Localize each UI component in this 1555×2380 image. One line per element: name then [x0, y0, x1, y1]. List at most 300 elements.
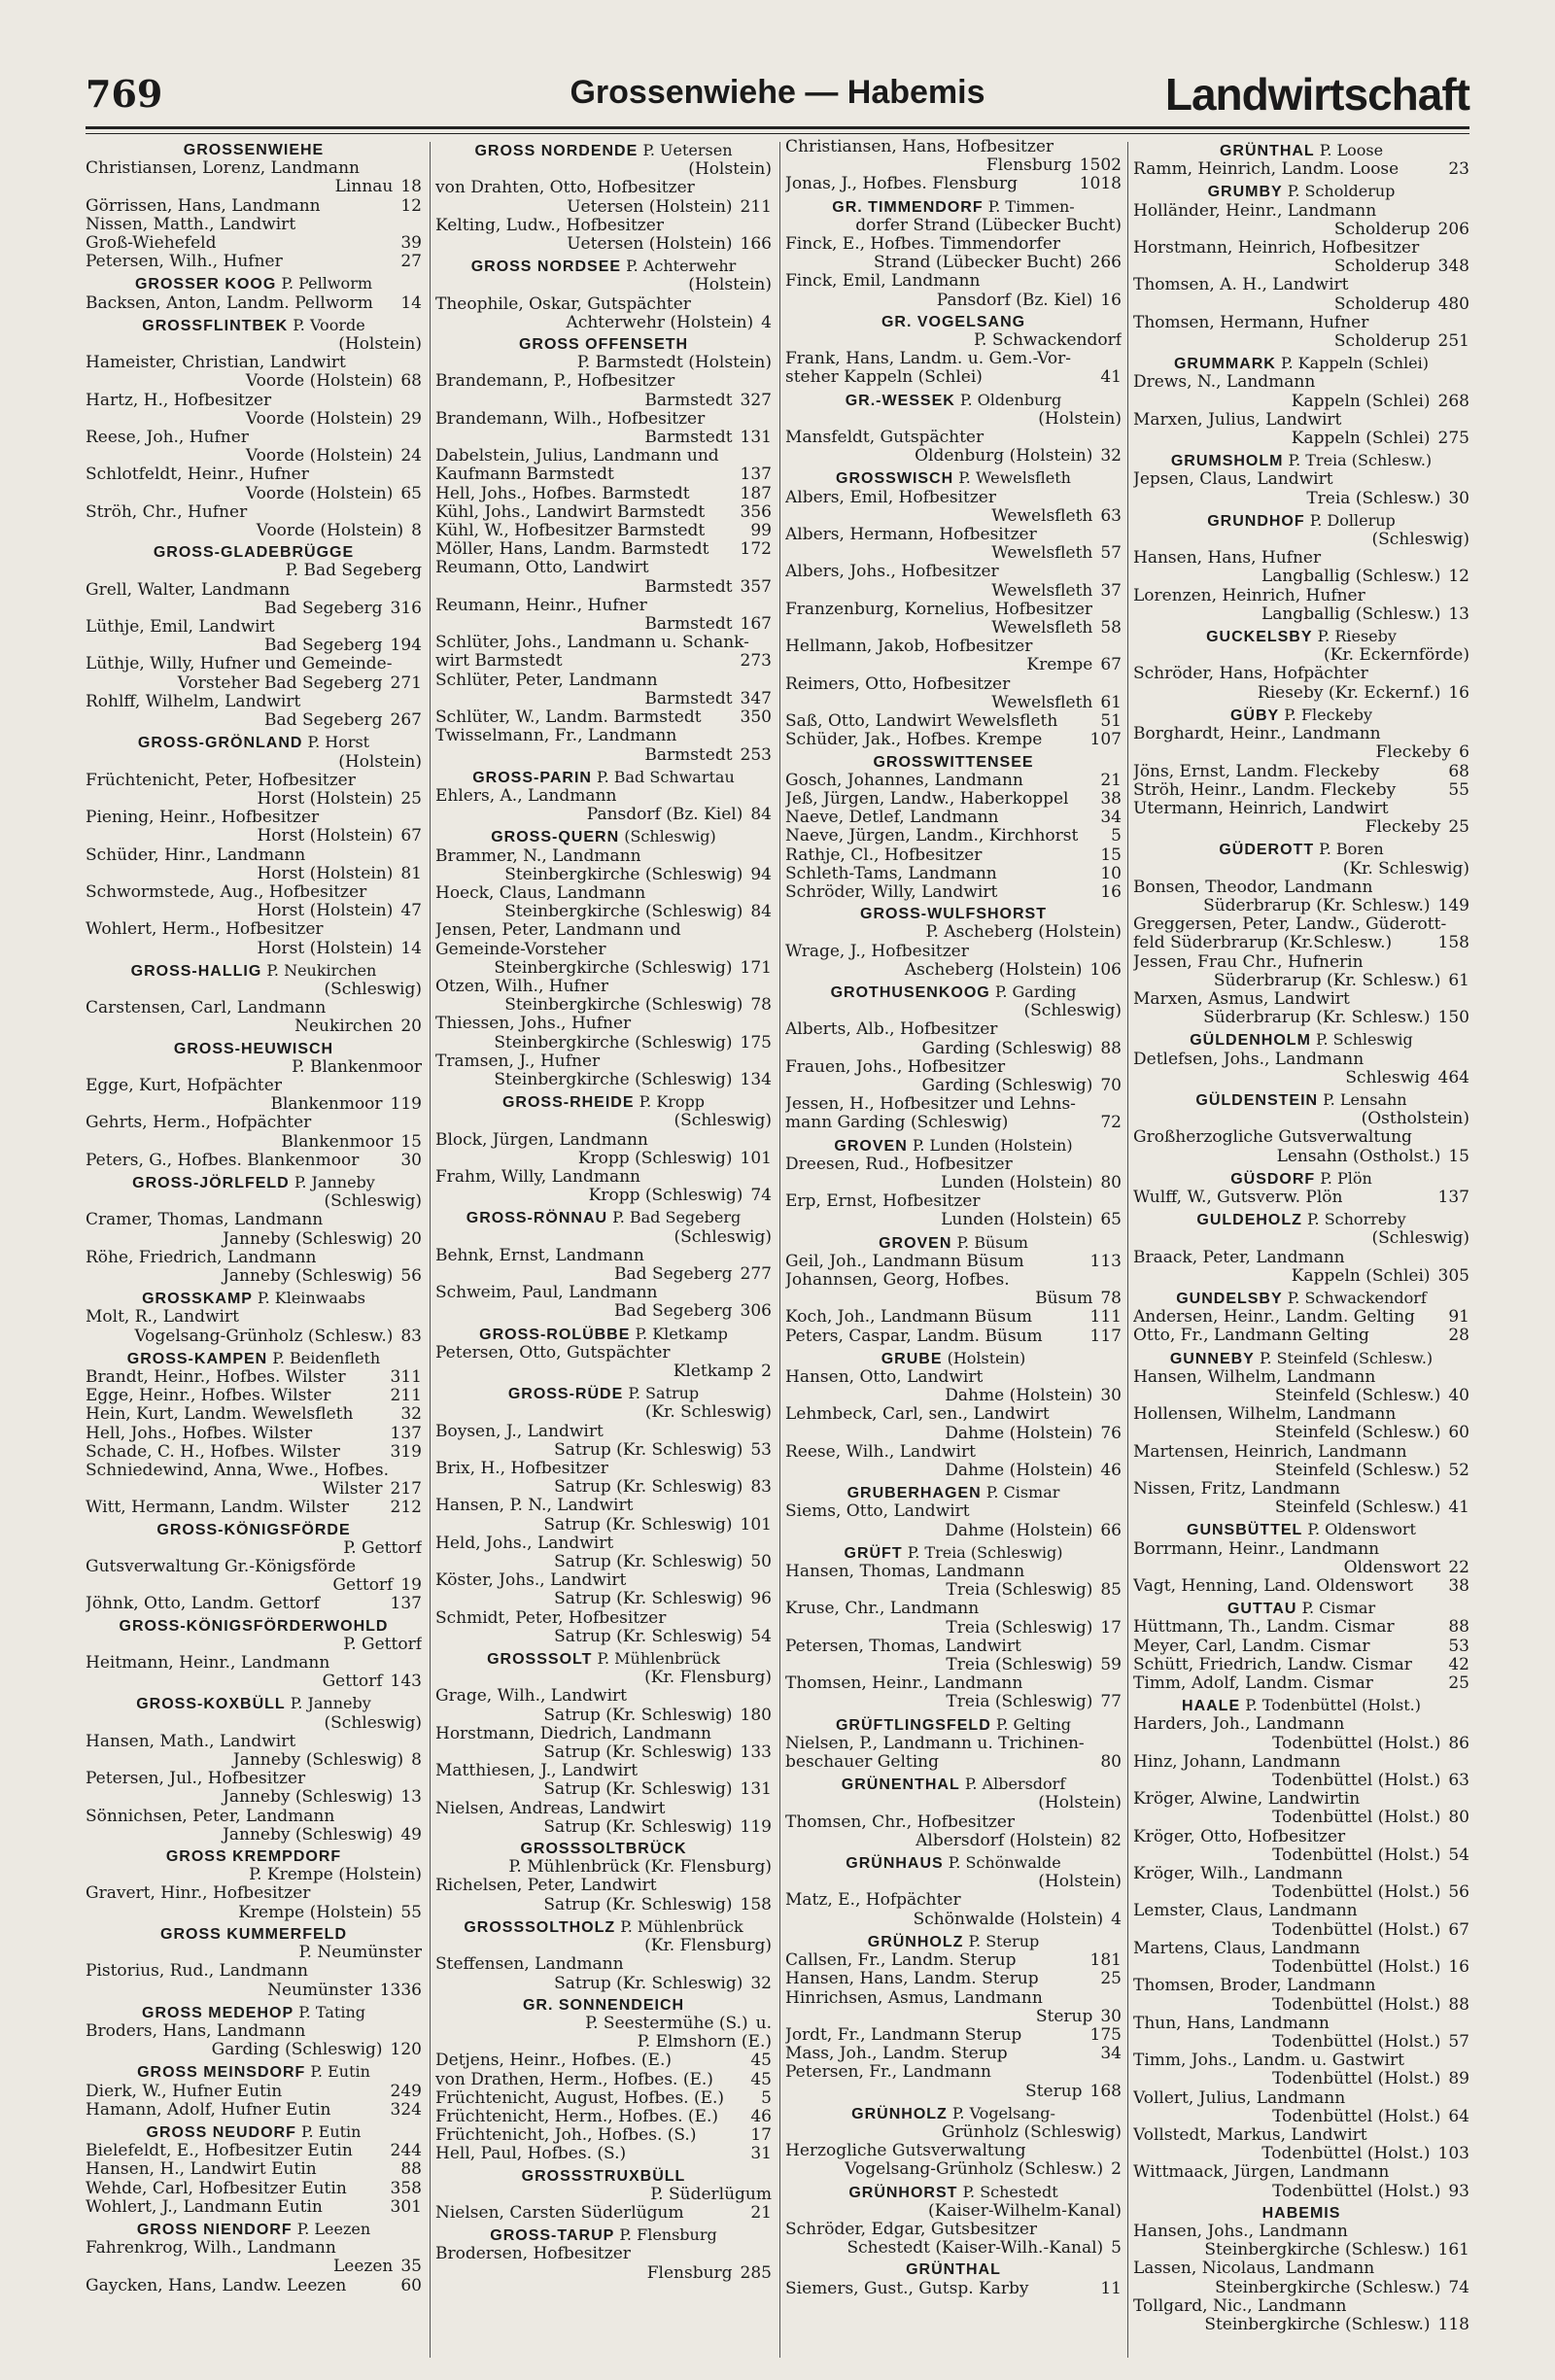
- directory-entry: [785, 235, 1122, 254]
- entry-number: 113: [1089, 1251, 1122, 1271]
- directory-entry: [86, 1576, 422, 1595]
- directory-entry: [1133, 1996, 1469, 2015]
- post-office: (Schleswig): [619, 827, 716, 846]
- entry-number: 99: [750, 521, 772, 541]
- entry-text: Wewelsfleth: [991, 692, 1093, 712]
- entry-text: (Holstein): [338, 334, 422, 355]
- place-heading: [1133, 1520, 1469, 1539]
- entry-text: Todenbüttel (Holst.): [1272, 2031, 1441, 2052]
- entry-text: P. Mühlenbrück (Kr. Flensburg): [508, 1857, 772, 1878]
- directory-entry: [785, 601, 1122, 619]
- directory-entry: [785, 507, 1122, 526]
- entry-number: 81: [400, 863, 422, 883]
- entry-text: Satrup (Kr. Schleswig): [543, 1894, 733, 1914]
- directory-entry: [785, 1813, 1122, 1832]
- post-office: P. Plön: [1315, 1168, 1372, 1188]
- entry-number: 120: [390, 2040, 422, 2060]
- entry-text: Dahme (Holstein): [945, 1520, 1093, 1540]
- directory-entry: [86, 1114, 422, 1132]
- entry-number: 251: [1437, 331, 1469, 352]
- entry-number: 83: [400, 1326, 422, 1346]
- entry-number: 66: [1100, 1520, 1122, 1540]
- entry-text: Bielefeldt, E., Hofbesitzer Eutin: [86, 2141, 353, 2161]
- directory-entry: [1133, 879, 1469, 897]
- entry-number: 15: [400, 1131, 422, 1152]
- entry-text: Köster, Johs., Landwirt: [435, 1570, 627, 1591]
- entry-number: 19: [400, 1575, 422, 1596]
- directory-entry: [1133, 990, 1469, 1009]
- directory-entry: [1133, 1540, 1469, 1559]
- place-heading: [86, 543, 422, 562]
- entry-text: (Holstein): [338, 751, 422, 772]
- directory-entry: [1133, 1809, 1469, 1827]
- entry-number: 94: [750, 864, 772, 884]
- entry-text: Satrup (Kr. Schleswig): [543, 1742, 733, 1763]
- entry-text: Wehde, Carl, Hofbesitzer Eutin: [86, 2178, 347, 2198]
- entry-text: Egge, Heinr., Hofbes. Wilster: [86, 1386, 331, 1406]
- place-heading: [435, 1996, 772, 2015]
- entry-number: 74: [750, 1186, 772, 1206]
- entry-text: Reese, Wilh., Landwirt: [785, 1441, 976, 1462]
- directory-entry: [1133, 665, 1469, 683]
- entry-text: Schade, C. H., Hofbes. Wilster: [86, 1441, 340, 1462]
- directory-entry: [86, 1095, 422, 1114]
- entry-number: 39: [400, 233, 422, 254]
- post-office: P. Mühlenbrück: [592, 1649, 720, 1669]
- directory-entry: [86, 920, 422, 939]
- entry-text: Piening, Heinr., Hofbesitzer: [86, 808, 320, 828]
- place-name: GRUBE: [881, 1350, 943, 1367]
- entry-text: beschauer Gelting: [785, 1752, 939, 1773]
- entry-text: Thomsen, A. H., Landwirt: [1133, 275, 1349, 295]
- entry-text: Blankenmoor: [281, 1131, 394, 1152]
- entry-text: Treia (Schleswig): [946, 1655, 1093, 1675]
- entry-number: 52: [1448, 1460, 1469, 1480]
- entry-text: Kropp (Schleswig): [577, 1148, 733, 1168]
- place-name: GUCKELSBY: [1206, 629, 1313, 646]
- directory-entry: [435, 1034, 772, 1052]
- entry-number: 77: [1100, 1692, 1122, 1712]
- entry-text: Sterup: [1035, 2006, 1093, 2026]
- place-heading: [435, 768, 772, 787]
- place-heading: [785, 1775, 1122, 1794]
- directory-entry: [435, 372, 772, 391]
- entry-number: 171: [740, 957, 772, 978]
- post-office: P. Büsum: [951, 1232, 1028, 1252]
- entry-number: 45: [750, 2069, 772, 2089]
- entry-text: Kropp (Schleswig): [588, 1186, 743, 1206]
- entry-text: Dahme (Holstein): [945, 1461, 1093, 1481]
- directory-entry: [435, 1150, 772, 1168]
- directory-entry: [86, 253, 422, 271]
- place-heading: [1133, 1030, 1469, 1050]
- directory-entry: [785, 1563, 1122, 1581]
- post-office: P. Todenbüttel (Holst.): [1240, 1696, 1421, 1715]
- entry-text: Christiansen, Hans, Hofbesitzer: [785, 138, 1054, 156]
- directory-entry: [1133, 781, 1469, 800]
- entry-number: 23: [1448, 159, 1469, 180]
- directory-entry: [1133, 646, 1469, 665]
- entry-text: von Drathen, Herm., Hofbes. (E.): [435, 2069, 713, 2089]
- entry-text: Hansen, Otto, Landwirt: [785, 1367, 984, 1387]
- directory-entry: [1133, 1189, 1469, 1207]
- directory-column-2: [435, 138, 772, 2363]
- entry-number: 35: [400, 2257, 422, 2277]
- directory-entry: [1133, 295, 1469, 314]
- place-name: GROSS KREMPDORF: [165, 1848, 342, 1866]
- post-office: P. Uetersen: [638, 141, 733, 159]
- directory-entry: [785, 1002, 1122, 1020]
- directory-entry: [1133, 915, 1469, 934]
- directory-entry: [86, 2198, 422, 2217]
- entry-number: 212: [390, 1498, 422, 1518]
- entry-text: Hollensen, Wilhelm, Landmann: [1133, 1404, 1397, 1425]
- place-name: GROSSSOLTBRÜCK: [520, 1841, 687, 1858]
- header-rule: [86, 126, 1469, 129]
- directory-entry: [435, 179, 772, 197]
- directory-entry: [86, 429, 422, 447]
- entry-text: Hansen, Math., Landwirt: [86, 1731, 296, 1751]
- entry-text: Büsum: [1035, 1289, 1093, 1309]
- entry-text: Ströh, Chr., Hufner: [86, 501, 248, 522]
- place-heading: [1133, 451, 1469, 470]
- directory-entry: [1133, 1480, 1469, 1499]
- place-heading: [785, 2183, 1122, 2202]
- place-name: GUNSBÜTTEL: [1187, 1522, 1303, 1539]
- entry-text: Flensburg: [646, 2262, 733, 2283]
- directory-entry: [435, 1590, 772, 1608]
- entry-number: 78: [750, 995, 772, 1016]
- place-name: GROSS-GLADEBRÜGGE: [153, 544, 355, 562]
- directory-entry: [435, 447, 772, 466]
- directory-entry: [1133, 2223, 1469, 2241]
- directory-entry: [785, 447, 1122, 466]
- entry-number: 28: [1448, 1326, 1469, 1346]
- directory-entry: [435, 522, 772, 540]
- directory-entry: [86, 1673, 422, 1691]
- place-heading: [86, 1847, 422, 1866]
- entry-text: Kröger, Otto, Hofbesitzer: [1133, 1826, 1346, 1846]
- entry-number: 32: [750, 1973, 772, 1993]
- directory-entry: [785, 2026, 1122, 2045]
- directory-columns: [86, 138, 1469, 2363]
- place-heading: [86, 1925, 422, 1944]
- entry-number: 1502: [1079, 155, 1122, 176]
- entry-text: P. Elmshorn (E.): [637, 2032, 772, 2052]
- entry-text: Blankenmoor: [270, 1094, 383, 1115]
- directory-entry: [86, 485, 422, 503]
- entry-text: Treia (Schleswig): [946, 1580, 1093, 1601]
- directory-entry: [435, 1478, 772, 1497]
- entry-text: Steinbergkirche (Schleswig): [504, 864, 743, 884]
- entry-text: Koch, Joh., Landmann Büsum: [785, 1307, 1033, 1328]
- entry-text: Hoeck, Claus, Landmann: [435, 882, 646, 903]
- entry-number: 89: [1448, 2069, 1469, 2089]
- place-heading: [1133, 1349, 1469, 1368]
- entry-text: Grage, Wilh., Landwirt: [435, 1686, 628, 1707]
- directory-entry: [435, 1168, 772, 1187]
- entry-number: 65: [400, 483, 422, 503]
- directory-entry: [1133, 2015, 1469, 2033]
- entry-text: Timm, Johs., Landm. u. Gastwirt: [1133, 2051, 1404, 2071]
- entry-text: (Schleswig): [1023, 1001, 1122, 1021]
- directory-entry: [1133, 934, 1469, 952]
- place-heading: [785, 1932, 1122, 1951]
- entry-number: 30: [400, 1150, 422, 1170]
- directory-entry: [785, 1522, 1122, 1540]
- post-office: P. Treia (Schleswig): [902, 1542, 1063, 1562]
- entry-text: Grünholz (Schleswig): [941, 2121, 1122, 2142]
- directory-entry: [86, 581, 422, 600]
- directory-entry: [785, 1970, 1122, 1988]
- entry-text: Detjens, Heinr., Hofbes. (E.): [435, 2051, 672, 2071]
- entry-text: Lunden (Holstein): [941, 1172, 1093, 1192]
- entry-text: Todenbüttel (Holst.): [1272, 1919, 1441, 1940]
- directory-entry: [785, 1095, 1122, 1114]
- entry-text: Neumünster: [267, 1980, 372, 2000]
- entry-text: Voorde (Holstein): [245, 408, 394, 429]
- directory-entry: [785, 254, 1122, 272]
- directory-entry: [435, 903, 772, 921]
- directory-entry: [435, 198, 772, 217]
- entry-text: Hell, Paul, Hofbes. (S.): [435, 2144, 627, 2164]
- entry-number: 85: [1100, 1580, 1122, 1601]
- directory-entry: [86, 2041, 422, 2059]
- entry-number: 88: [1448, 1617, 1469, 1638]
- entry-text: Saß, Otto, Landwirt Wewelsfleth: [785, 711, 1058, 732]
- entry-number: 53: [1448, 1636, 1469, 1656]
- entry-text: Janneby (Schleswig): [223, 1265, 394, 1286]
- directory-entry: [435, 1800, 772, 1818]
- directory-entry: [785, 1753, 1122, 1772]
- directory-entry: [435, 1553, 772, 1571]
- directory-entry: [785, 1600, 1122, 1618]
- entry-number: 29: [400, 408, 422, 429]
- directory-entry: [86, 2142, 422, 2160]
- entry-text: Steinfeld (Schlesw.): [1274, 1423, 1441, 1443]
- directory-entry: [1133, 897, 1469, 915]
- entry-number: 480: [1437, 293, 1469, 314]
- entry-number: 54: [1448, 1845, 1469, 1865]
- directory-entry: [86, 902, 422, 920]
- entry-number: 194: [390, 636, 422, 656]
- place-heading: [435, 141, 772, 160]
- directory-entry: [1133, 1715, 1469, 1734]
- place-heading: [1133, 1289, 1469, 1308]
- post-office: P. Schestedt: [957, 2182, 1058, 2201]
- directory-entry: [785, 368, 1122, 387]
- entry-text: Ascheberg (Holstein): [904, 959, 1083, 980]
- entry-text: Lunden (Holstein): [941, 1210, 1093, 1230]
- directory-entry: [1133, 221, 1469, 239]
- directory-entry: [86, 1808, 422, 1826]
- directory-entry: [1133, 1772, 1469, 1790]
- directory-entry: [785, 138, 1122, 156]
- entry-text: Bad Segeberg: [264, 710, 383, 731]
- place-heading: [86, 274, 422, 293]
- place-name: GÜDEROTT: [1219, 842, 1315, 859]
- place-heading: [86, 1040, 422, 1058]
- place-name: GRÜNHORST: [848, 2184, 958, 2201]
- directory-entry: [86, 466, 422, 484]
- entry-text: Theophile, Oskar, Gutspächter: [435, 293, 691, 314]
- place-name: GRÜNHOLZ: [851, 2105, 948, 2122]
- directory-entry: [86, 1866, 422, 1884]
- entry-text: Schlüter, Peter, Landmann: [435, 670, 658, 690]
- entry-text: Voorde (Holstein): [245, 371, 394, 392]
- entry-text: Lüthje, Emil, Landwirt: [86, 617, 275, 638]
- entry-text: (Schleswig): [324, 1712, 422, 1733]
- place-name: GROSS-KAMPEN: [126, 1350, 268, 1367]
- directory-entry: [435, 597, 772, 615]
- entry-text: Hansen, Johs., Landmann: [1133, 2221, 1348, 2241]
- post-office: P. Fleckeby: [1279, 705, 1373, 724]
- entry-number: 119: [740, 1816, 772, 1837]
- directory-entry: [86, 1249, 422, 1267]
- entry-text: Reumann, Otto, Landwirt: [435, 558, 649, 578]
- directory-entry: [86, 1308, 422, 1327]
- entry-text: (Kr. Schleswig): [644, 1402, 772, 1423]
- directory-entry: [1133, 549, 1469, 568]
- entry-number: 88: [1448, 1994, 1469, 2015]
- post-office: P. Rieseby: [1312, 627, 1397, 646]
- directory-entry: [435, 690, 772, 708]
- place-name: GROSSFLINTBEK: [142, 317, 289, 334]
- place-name: GRÜNHAUS: [846, 1855, 944, 1873]
- directory-entry: [785, 1077, 1122, 1095]
- entry-text: Satrup (Kr. Schleswig): [554, 1973, 743, 1993]
- entry-text: Albersdorf (Holstein): [916, 1830, 1093, 1850]
- entry-text: Horst (Holstein): [257, 826, 394, 846]
- entry-text: Thomsen, Hermann, Hufner: [1133, 312, 1369, 332]
- directory-entry: [785, 1156, 1122, 1174]
- entry-text: Wewelsfleth: [991, 580, 1093, 601]
- place-heading: [785, 905, 1122, 923]
- directory-entry: [435, 578, 772, 597]
- directory-entry: [785, 1308, 1122, 1327]
- entry-text: Egge, Kurt, Hofpächter: [86, 1075, 282, 1095]
- entry-text: Boysen, J., Landwirt: [435, 1421, 604, 1441]
- entry-text: Fahrenkrog, Wilh., Landmann: [86, 2238, 336, 2259]
- entry-number: 12: [400, 195, 422, 216]
- entry-text: Uetersen (Holstein): [567, 196, 733, 217]
- post-office: P. Lensahn: [1318, 1089, 1407, 1109]
- entry-number: 158: [740, 1894, 772, 1914]
- entry-text: Gaycken, Hans, Landw. Leezen: [86, 2275, 347, 2295]
- entry-text: Backsen, Anton, Landm. Pellworm: [86, 293, 373, 313]
- entry-text: Steinfeld (Schlesw.): [1274, 1460, 1441, 1480]
- entry-text: Kröger, Alwine, Landwirtin: [1133, 1789, 1361, 1810]
- entry-text: Pansdorf (Bz. Kiel): [936, 290, 1093, 310]
- entry-number: 30: [1448, 488, 1469, 508]
- entry-text: Wilster: [322, 1479, 383, 1500]
- post-office: P. Oldenburg: [954, 390, 1062, 409]
- entry-text: Schweim, Paul, Landmann: [435, 1283, 658, 1303]
- directory-entry: [1133, 1308, 1469, 1327]
- entry-text: Andersen, Heinr., Landm. Gelting: [1133, 1307, 1415, 1328]
- entry-number: 47: [400, 901, 422, 921]
- entry-text: Petersen, Wilh., Hufner: [86, 252, 283, 272]
- directory-entry: [86, 1539, 422, 1558]
- directory-entry: [435, 2245, 772, 2263]
- entry-text: Tramsen, J., Hufner: [435, 1051, 601, 1071]
- directory-entry: [1133, 684, 1469, 703]
- entry-text: Ströh, Heinr., Landm. Fleckeby: [1133, 779, 1397, 800]
- entry-text: Schüder, Hinr., Landmann: [86, 845, 306, 865]
- directory-entry: [435, 2145, 772, 2163]
- entry-text: Neukirchen: [294, 1017, 394, 1037]
- directory-entry: [1133, 1424, 1469, 1442]
- directory-entry: [435, 634, 772, 652]
- directory-entry: [785, 1794, 1122, 1812]
- directory-entry: [785, 619, 1122, 638]
- entry-number: 319: [390, 1441, 422, 1462]
- entry-number: 347: [740, 688, 772, 708]
- entry-number: 327: [740, 390, 772, 410]
- place-heading: [435, 1384, 772, 1403]
- directory-entry: [86, 335, 422, 354]
- directory-entry: [435, 1187, 772, 1205]
- entry-number: 67: [1448, 1919, 1469, 1940]
- directory-entry: [1133, 860, 1469, 879]
- directory-entry: [86, 1480, 422, 1499]
- entry-text: Satrup (Kr. Schleswig): [554, 1589, 743, 1609]
- directory-entry: [86, 674, 422, 693]
- entry-text: Uetersen (Holstein): [567, 234, 733, 255]
- directory-entry: [435, 1131, 772, 1150]
- entry-text: Finck, Emil, Landmann: [785, 271, 981, 292]
- directory-entry: [1133, 276, 1469, 294]
- entry-number: 84: [750, 902, 772, 922]
- entry-text: Wewelsfleth: [991, 618, 1093, 638]
- directory-entry: [435, 708, 772, 727]
- entry-text: Tollgard, Nic., Landmann: [1133, 2295, 1347, 2316]
- entry-number: 12: [1448, 567, 1469, 587]
- entry-text: Langballig (Schlesw.): [1261, 567, 1441, 587]
- entry-number: 253: [740, 744, 772, 765]
- entry-text: (Holstein): [1038, 1793, 1122, 1813]
- entry-text: Pansdorf (Bz. Kiel): [586, 805, 743, 825]
- entry-text: Scholderup: [1333, 293, 1431, 314]
- directory-entry: [785, 1911, 1122, 1929]
- place-heading: [1133, 1090, 1469, 1110]
- entry-text: Schlüter, Johs., Landmann u. Schank-: [435, 633, 749, 653]
- entry-number: 40: [1448, 1386, 1469, 1405]
- entry-text: Witt, Hermann, Landm. Wilster: [86, 1498, 350, 1518]
- directory-entry: [86, 1425, 422, 1443]
- directory-entry: [1133, 2259, 1469, 2278]
- entry-number: 464: [1437, 1067, 1469, 1087]
- directory-entry: [1133, 953, 1469, 972]
- directory-entry: [86, 1152, 422, 1170]
- entry-text: Jessen, Frau Chr., Hufnerin: [1133, 951, 1364, 972]
- entry-text: Hüttmann, Th., Landm. Cismar: [1133, 1617, 1395, 1638]
- directory-entry: [86, 846, 422, 865]
- entry-number: 131: [740, 428, 772, 448]
- entry-text: (Schleswig): [674, 1111, 772, 1131]
- entry-text: Siems, Otto, Landwirt: [785, 1501, 970, 1522]
- entry-text: Jöhnk, Otto, Landm. Gettorf: [86, 1594, 320, 1614]
- entry-text: Oldenswort: [1343, 1557, 1441, 1577]
- place-heading: [86, 2062, 422, 2082]
- entry-text: Krempe (Holstein): [238, 1902, 394, 1922]
- place-name: GROSS-KÖNIGSFÖRDE: [156, 1521, 351, 1538]
- directory-entry: [1133, 587, 1469, 605]
- entry-text: Petersen, Jul., Hofbesitzer: [86, 1769, 306, 1789]
- post-office: P. Oldenswort: [1302, 1520, 1416, 1539]
- entry-text: dorfer Strand (Lübecker Bucht): [855, 215, 1122, 235]
- entry-text: Früchtenicht, August, Hofbes. (E.): [435, 2087, 725, 2108]
